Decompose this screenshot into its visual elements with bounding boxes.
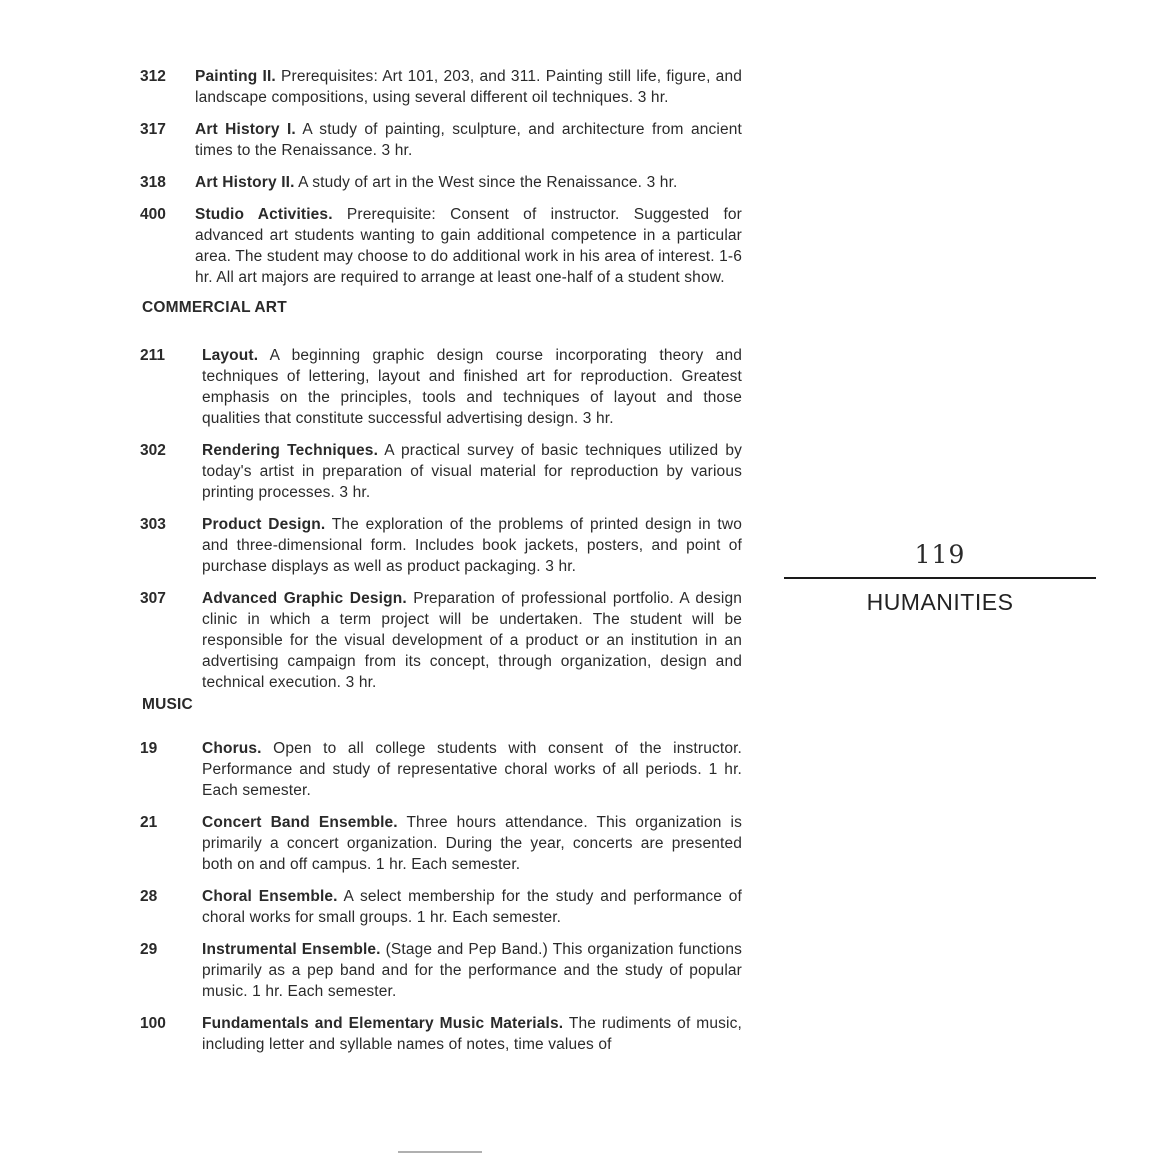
course-text: A study of painting, sculpture, and architecture from ancient times to the Renaissance. 3 hr. [195,121,742,159]
course-entry [140,345,742,429]
course-description [202,514,742,577]
course-description [195,172,742,193]
course-text: Preparation of professional portfolio. A design clinic in which a term project will be undertaken. The student will be responsible for the visual development of a product or an institution in an advertising campaign from its concept, through organization, design and technical execution. 3 hr. [202,590,742,691]
course-description [202,939,742,1002]
course-text: A select membership for the study and performance of choral works for small groups. 1 hr. Each semester. [202,888,743,926]
course-description [195,204,742,288]
section-heading-music: MUSIC [142,696,193,713]
course-title: Fundamentals and Elementary Music Materials. [202,1015,564,1032]
course-number: 28 [140,888,158,905]
course-description [202,812,742,875]
course-description [202,1013,742,1055]
course-text: A beginning graphic design course incorporating theory and techniques of lettering, layout and finished art for reproduction. Greatest emphasis on the principles, tools and techniques of layout and those qualities that constitute successful advertising design. 3 hr. [202,347,742,427]
divider-rule [784,577,1096,579]
course-entry [140,204,742,288]
course-text: Three hours attendance. This organization is primarily a concert organization. During the year, concerts are presented both on and off campus. 1 hr. Each semester. [202,814,742,873]
course-entry [140,812,742,875]
course-number: 400 [140,206,166,223]
course-title: Concert Band Ensemble. [202,814,398,831]
course-title: Product Design. [202,516,326,533]
course-title: Chorus. [202,740,262,757]
course-number: 302 [140,442,166,459]
page-marker [784,538,1096,616]
course-number: 312 [140,68,166,85]
page-number: 119 [914,540,966,569]
course-entry [140,738,742,801]
course-number: 317 [140,121,166,138]
course-entry [140,886,742,928]
course-title: Rendering Techniques. [202,442,379,459]
course-entry [140,588,742,693]
course-title: Layout. [202,347,259,364]
course-entry [140,119,742,161]
course-number: 318 [140,174,166,191]
course-entry [140,939,742,1002]
section-heading-commercial-art: COMMERCIAL ART [142,299,287,316]
course-title: Choral Ensemble. [202,888,338,905]
course-description [195,119,742,161]
course-text: Open to all college students with consent of the instructor. Performance and study of representative choral works of all periods. 1 hr. Each semester. [202,740,742,799]
course-entry [140,1013,742,1055]
footer-mark [398,1151,482,1153]
course-description [202,738,742,801]
course-text: A study of art in the West since the Renaissance. 3 hr. [294,174,678,191]
section-name: HUMANITIES [866,589,1014,615]
course-text: A practical survey of basic techniques utilized by today's artist in preparation of visual material for reproduction by various printing processes. 3 hr. [202,442,742,501]
course-description [195,66,742,108]
course-description [202,886,742,928]
course-entry [140,172,742,193]
course-title: Art History I. [195,121,296,138]
course-title: Studio Activities. [195,206,333,223]
course-title: Painting II. [195,68,276,85]
course-text: Prerequisite: Consent of instructor. Suggested for advanced art students wanting to gain additional competence in a particular area. The student may choose to do additional work in his area of interest. 1-6 hr. All art majors are required to arrange at least one-half of a student show. [195,206,742,286]
course-number: 21 [140,814,158,831]
course-description [202,588,742,693]
course-text: Prerequisites: Art 101, 203, and 311. Painting still life, figure, and landscape compositions, using several different oil techniques. 3 hr. [195,68,742,106]
course-number: 19 [140,740,158,757]
course-title: Advanced Graphic Design. [202,590,407,607]
course-column [140,66,742,1066]
course-title: Art History II. [195,174,295,191]
course-description [202,345,742,429]
course-number: 211 [140,347,166,364]
course-entry [140,440,742,503]
course-number: 29 [140,941,158,958]
course-description [202,440,742,503]
course-title: Instrumental Ensemble. [202,941,381,958]
course-text: The rudiments of music, including letter and syllable names of notes, time values of [202,1015,742,1053]
course-number: 307 [140,590,166,607]
course-number: 100 [140,1015,166,1032]
course-entry [140,514,742,577]
course-text: The exploration of the problems of printed design in two and three-dimensional form. Includes book jackets, posters, and point of purchase displays as well as product packaging. 3 hr. [202,516,742,575]
course-entry [140,66,742,108]
course-number: 303 [140,516,166,533]
course-text: (Stage and Pep Band.) This organization functions primarily as a pep band and for the performance and the study of popular music. 1 hr. Each semester. [202,941,742,1000]
